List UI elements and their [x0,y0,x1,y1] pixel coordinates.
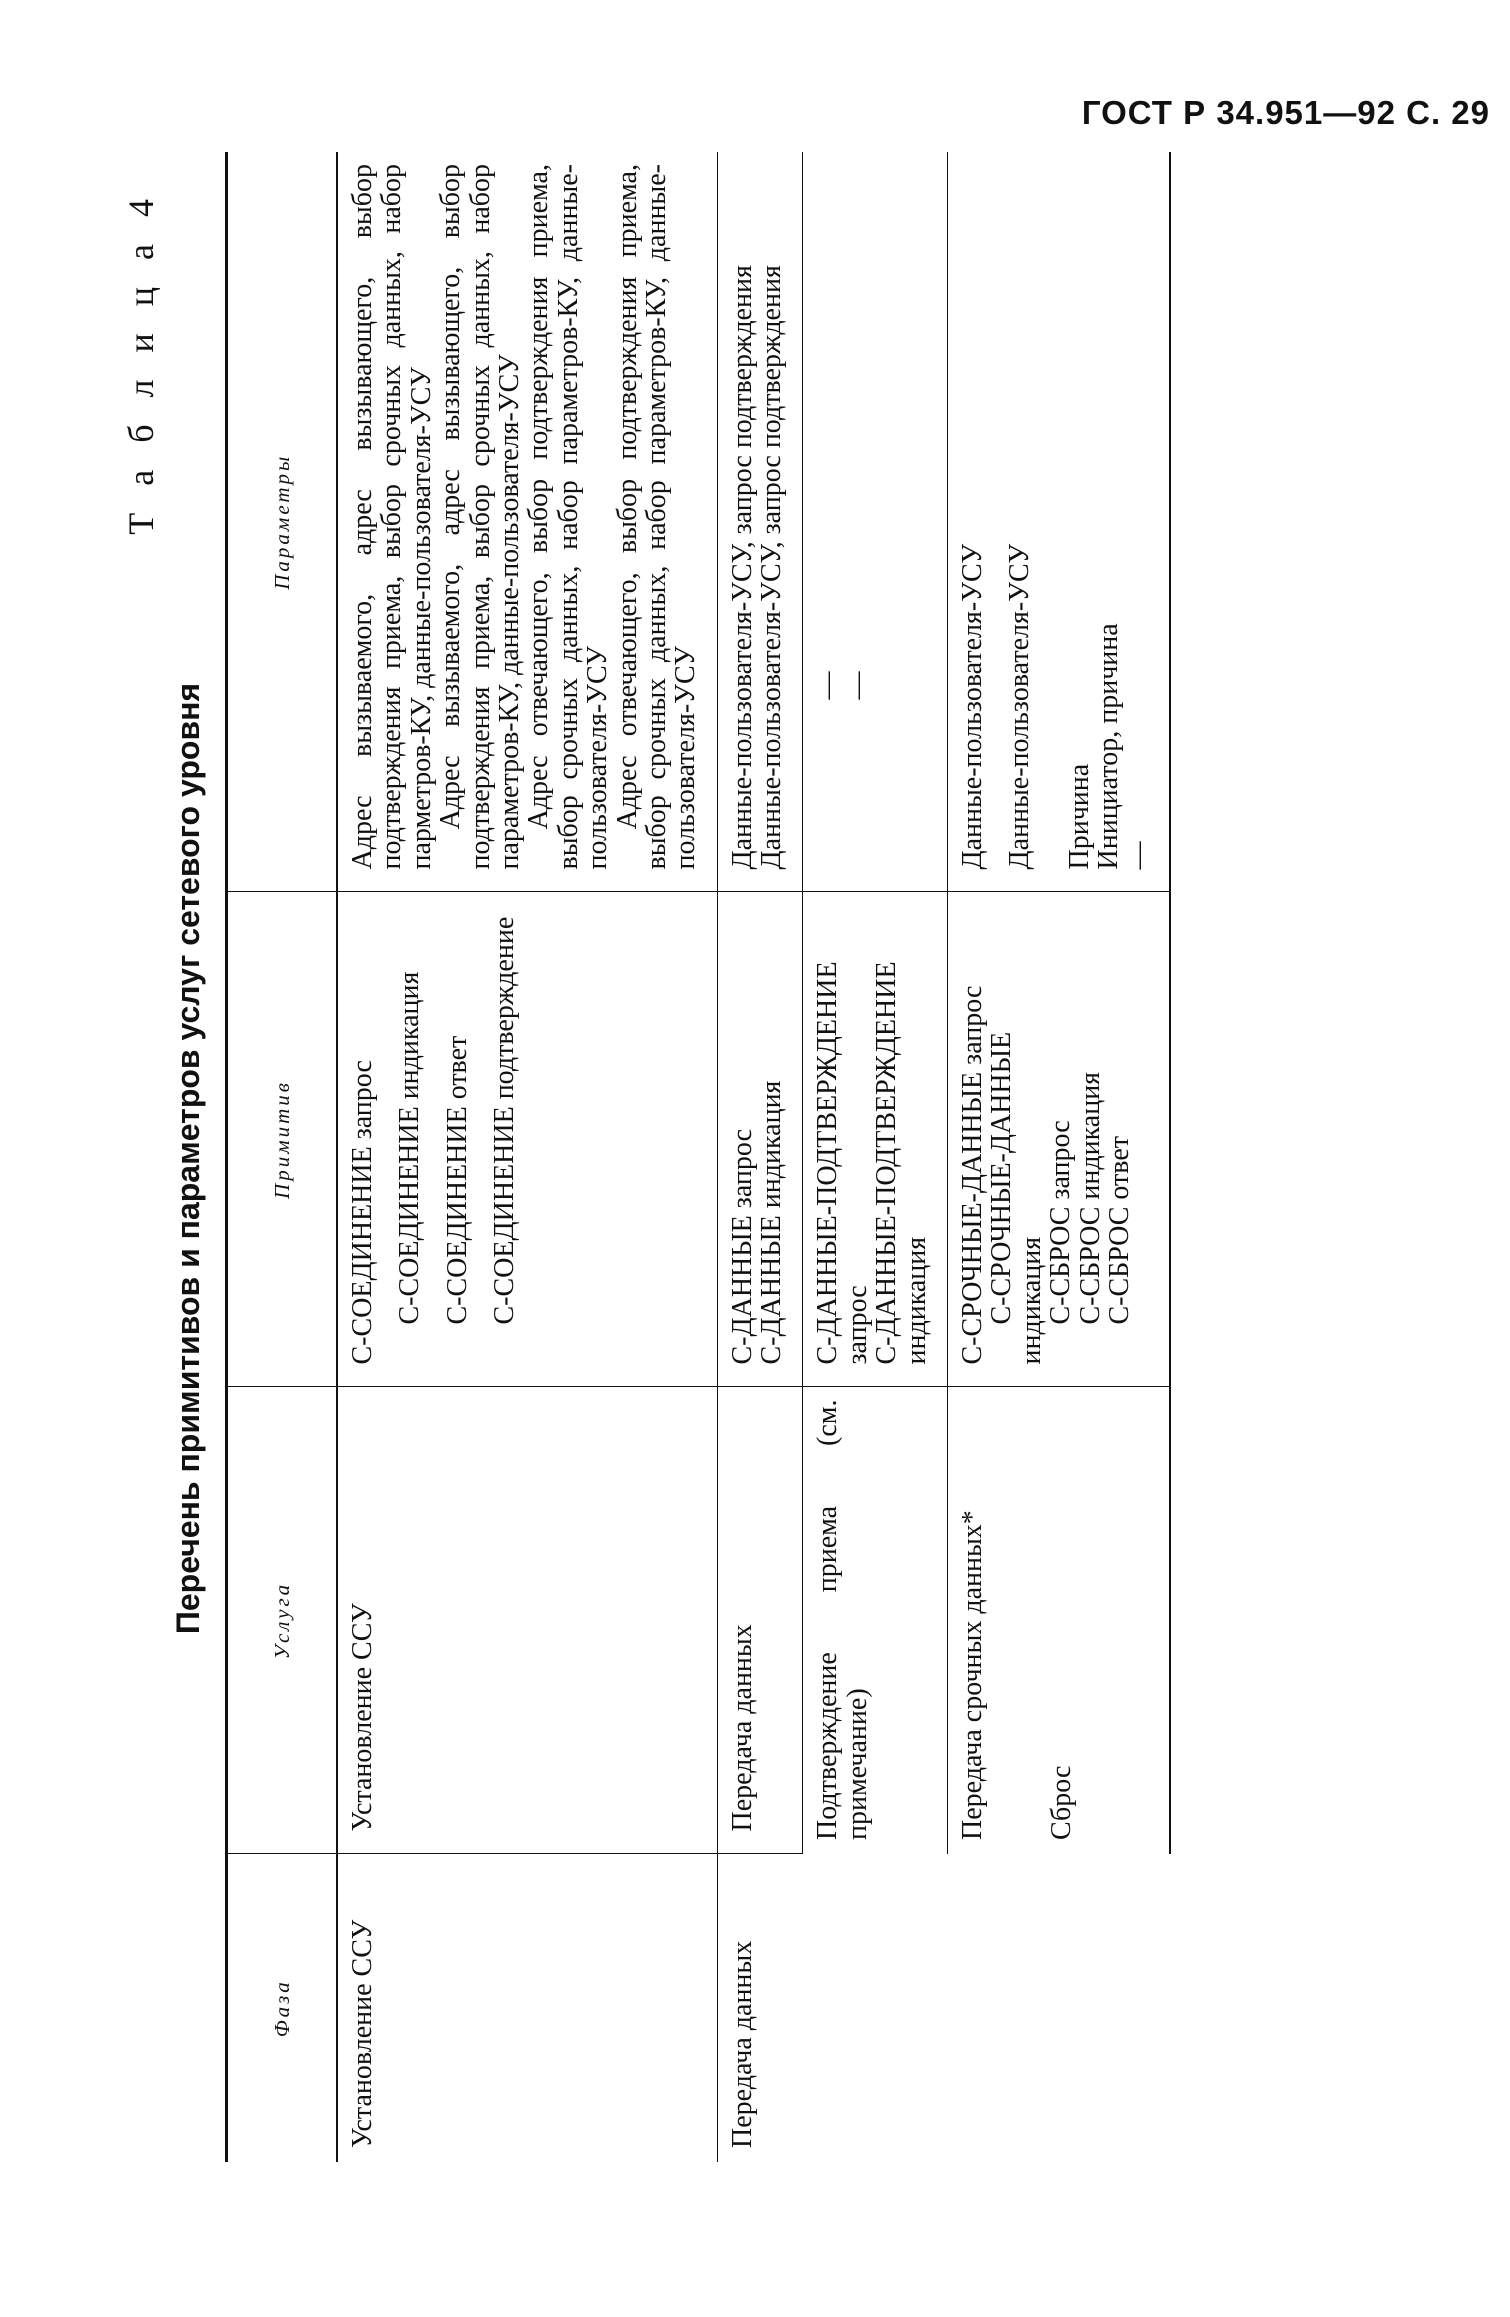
primitive-item: С-СБРОС ответ [1103,1136,1135,1325]
service-item: Сброс [1046,1765,1078,1840]
table-row [337,152,717,2162]
parameters-item: Адрес вызываемого, адрес вызывающего, выбор подтверждения приема, выбор срочных данных, набор парметров-КУ, данные-пользователя-УСУ [347,164,437,870]
parameters-item: Адрес отвечающего, выбор подтверждения приема, выбор срочных данных, набор параметров-КУ, данные-пользователя-УСУ [611,164,702,870]
parameters-cell [948,152,1170,892]
primitive-cell [948,892,1170,1387]
service-item: Передача срочных данных* [957,1510,989,1840]
header-row [227,152,338,2162]
phase-cell: Передача данных [717,1854,1170,2162]
parameters-item: Инициатор, причина [1093,623,1125,870]
primitive-item: С-ДАННЫЕ индикация [756,1080,788,1365]
parameters-cell [337,152,717,892]
parameters-item: Адрес отвечающего, выбор подтверждения приема, выбор срочных данных, набор параметров-КУ, данные-пользователя-УСУ [523,164,614,870]
parameters-item: Причина [1063,763,1095,870]
primitive-item: С-СОЕДИНЕНИЕ подтверждение [489,916,521,1325]
primitive-item: С-СОЕДИНЕНИЕ ответ [441,1035,473,1325]
column-header-service: Услуга [227,1387,338,1854]
primitive-item: С-ДАННЫЕ-ПОДТВЕРЖДЕНИЕ запрос [812,961,873,1365]
primitive-item: С-ДАННЫЕ-ПОДТВЕРЖДЕНИЕ индикация [871,961,932,1365]
table-title: Перечень примитивов и параметров услуг сетевого уровня [170,682,206,1635]
primitive-item: С-СОЕДИНЕНИЕ индикация [394,971,426,1325]
parameters-item: — [1122,841,1154,870]
parameters-item: — [841,671,873,700]
primitive-item: С-СРОЧНЫЕ-ДАННЫЕ индикация [986,1031,1047,1365]
service-cell: Подтверждение приема (см. примечание) [803,1387,948,1854]
service-cell: Установление ССУ [337,1387,717,1854]
parameters-item: Адрес вызываемого, адрес вызывающего, выбор подтверждения приема, выбор срочных данных, набор параметров-КУ, данные-пользователя-УСУ [435,164,525,870]
column-header-primitive: Примитив [227,892,338,1387]
table-caption: Т а б л и ц а 4 [121,190,161,535]
parameters-item: — [812,671,844,700]
table-row [717,152,803,2162]
column-header-phase: Фаза [227,1854,338,2162]
primitive-item: С-СРОЧНЫЕ-ДАННЫЕ запрос [957,985,989,1365]
parameters-item: Данные-пользователя-УСУ [957,543,989,870]
primitive-item: С-СОЕДИНЕНИЕ запрос [347,1060,378,1365]
page-header: ГОСТ Р 34.951—92 С. 29 [1081,94,1490,131]
phase-cell: Установление ССУ [337,1854,717,2162]
primitive-item: С-СБРОС запрос [1045,1120,1077,1325]
primitive-cell [717,892,803,1387]
column-header-parameters: Параметры [227,152,338,892]
parameters-item: Данные-пользователя-УСУ, запрос подтверждения [756,265,788,870]
service-cell [948,1387,1170,1854]
primitive-cell [337,892,717,1387]
parameters-item: Данные-пользователя-УСУ, запрос подтверждения [726,265,758,870]
primitive-item: С-ДАННЫЕ запрос [726,1128,758,1365]
rotated-page [70,0,1360,2317]
parameters-item: Данные-пользователя-УСУ [1004,543,1036,870]
service-cell: Передача данных [717,1387,803,1854]
primitive-item: С-СБРОС индикация [1074,1071,1106,1325]
primitives-table [225,152,1171,2162]
primitive-cell [803,892,948,1387]
parameters-cell [803,152,948,892]
parameters-cell [717,152,803,892]
